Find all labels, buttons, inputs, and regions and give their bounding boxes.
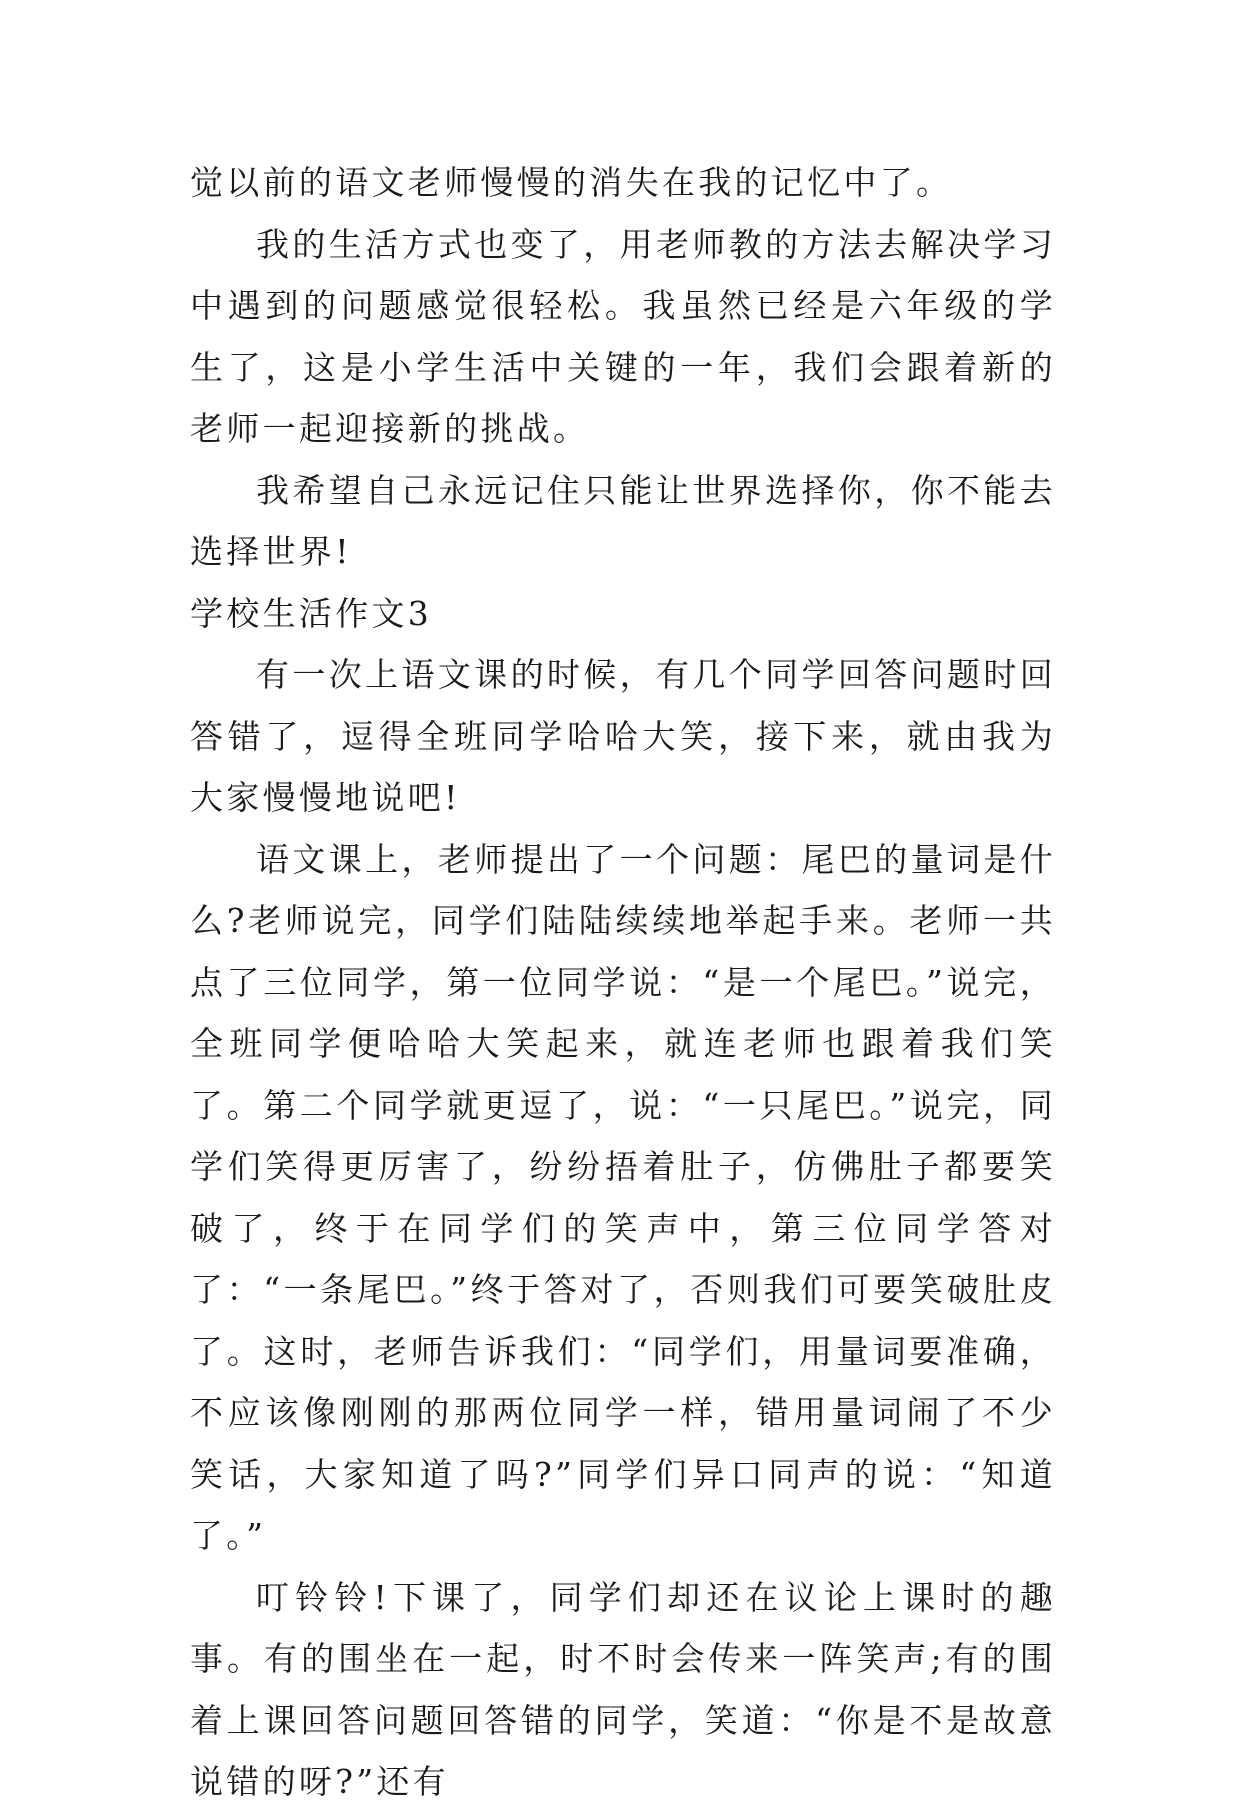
section-heading: 学校生活作文3 bbox=[190, 593, 433, 633]
paragraph-after-class: 叮铃铃!下课了，同学们却还在议论上课时的趣事。有的围坐在一起，时不时会传来一阵笑声;有的围着上课回答问题回答错的同学，笑道：“你是不是故意说错的呀?”还有 bbox=[190, 1577, 1056, 1801]
paragraph-intro: 有一次上语文课的时候，有几个同学回答问题时回答错了，逗得全班同学哈哈大笑，接下来，就由我为大家慢慢地说吧! bbox=[190, 655, 1056, 817]
paragraph-lifestyle: 我的生活方式也变了，用老师教的方法去解决学习中遇到的问题感觉很轻松。我虽然已经是六年级的学生了，这是小学生活中关键的一年，我们会跟着新的老师一起迎接新的挑战。 bbox=[190, 224, 1056, 448]
paragraph-wish: 我希望自己永远记住只能让世界选择你，你不能去选择世界! bbox=[190, 470, 1056, 571]
document-body bbox=[190, 152, 1056, 1813]
paragraph-continuation: 觉以前的语文老师慢慢的消失在我的记忆中了。 bbox=[190, 163, 953, 202]
paragraph-classroom: 语文课上，老师提出了一个问题：尾巴的量词是什么?老师说完，同学们陆陆续续地举起手来。老师一共点了三位同学，第一位同学说：“是一个尾巴。”说完，全班同学便哈哈大笑起来，就连老师也跟着我们笑了。第二个同学就更逗了，说：“一只尾巴。”说完，同学们笑得更厉害了，纷纷捂着肚子，仿佛肚子都要笑破了，终于在同学们的笑声中，第三位同学答对了：“一条尾巴。”终于答对了，否则我们可要笑破肚皮了。这时，老师告诉我们：“同学们，用量词要准确，不应该像刚刚的那两位同学一样，错用量词闹了不少笑话，大家知道了吗?”同学们异口同声的说：“知道了。” bbox=[190, 839, 1056, 1555]
